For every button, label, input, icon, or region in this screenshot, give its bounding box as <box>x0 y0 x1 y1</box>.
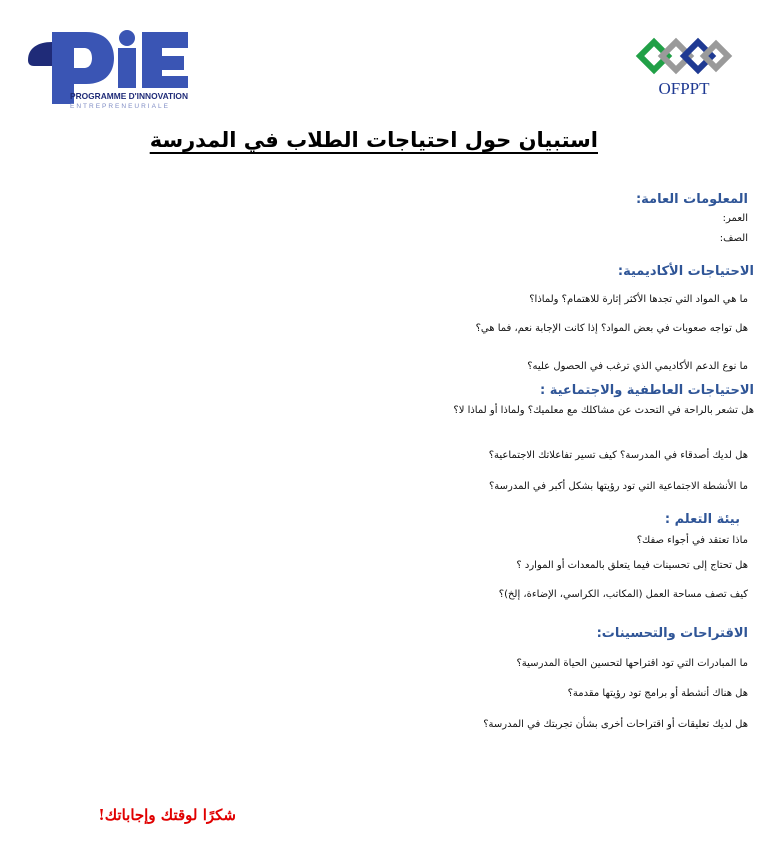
page-title: استبيان حول احتياجات الطلاب في المدرسة <box>149 128 598 152</box>
field-age-label: العمر: <box>722 213 748 224</box>
section-heading-emotional: الاحتياجات العاطفية والاجتماعية : <box>540 383 754 398</box>
pie-logo-graphic <box>22 26 192 112</box>
pie-logo-line2: ENTREPRENEURIALE <box>70 103 170 110</box>
pie-logo-line1: PROGRAMME D'INNOVATION <box>70 91 188 101</box>
question: ما المبادرات التي تود اقتراحها لتحسين الحياة المدرسية؟ <box>516 658 748 669</box>
question: هل تواجه صعوبات في بعض المواد؟ إذا كانت الإجابة نعم، فما هي؟ <box>475 323 748 334</box>
question: ما هي المواد التي تجدها الأكثر إثارة للاهتمام؟ ولماذا؟ <box>529 294 748 305</box>
section-heading-general: المعلومات العامة: <box>635 192 748 207</box>
thank-you-note: شكرًا لوقتك وإجاباتك! <box>98 806 236 824</box>
question: ما نوع الدعم الأكاديمي الذي ترغب في الحصول عليه؟ <box>527 361 748 372</box>
field-grade-label: الصف: <box>719 233 748 244</box>
section-heading-academic: الاحتياجات الأكاديمية: <box>617 264 754 279</box>
section-heading-suggestions: الاقتراحات والتحسينات: <box>596 626 748 641</box>
question: هل هناك أنشطة أو برامج تود رؤيتها مقدمة؟ <box>567 688 748 699</box>
ofppt-logo-text: OFPPT <box>658 79 710 98</box>
section-heading-environment: بيئة التعلم : <box>664 512 740 527</box>
question: ماذا تعتقد في أجواء صفك؟ <box>636 535 748 546</box>
question: كيف تصف مساحة العمل (المكاتب، الكراسي، الإضاءة، إلخ)؟ <box>498 589 748 600</box>
question: هل لديك أصدقاء في المدرسة؟ كيف تسير تفاعلاتك الاجتماعية؟ <box>488 450 748 461</box>
pie-logo <box>22 26 192 112</box>
ofppt-logo <box>634 32 734 104</box>
question: ما الأنشطة الاجتماعية التي تود رؤيتها بشكل أكبر في المدرسة؟ <box>488 481 748 492</box>
ofppt-logo-graphic <box>634 32 734 104</box>
question: هل لديك تعليقات أو اقتراحات أخرى بشأن تجربتك في المدرسة؟ <box>483 719 748 730</box>
question: هل تحتاج إلى تحسينات فيما يتعلق بالمعدات أو الموارد ؟ <box>516 560 748 571</box>
question: هل تشعر بالراحة في التحدث عن مشاكلك مع معلميك؟ ولماذا أو لماذا لا؟ <box>453 405 754 416</box>
